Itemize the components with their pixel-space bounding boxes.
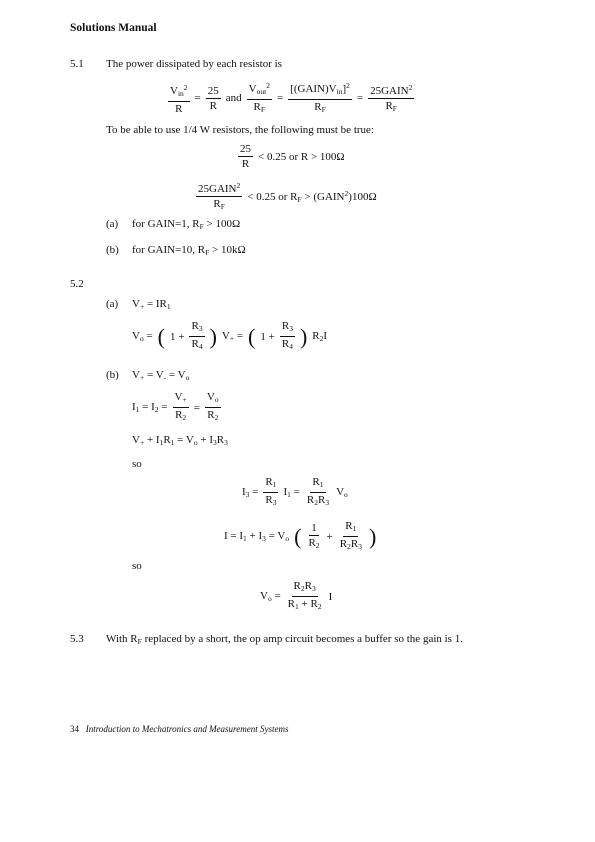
part-a-label-5-2: (a) [106,298,119,310]
page-header: Solutions Manual [70,22,157,34]
equation-vplus-vminus: $V_+ = V_- = V_o$ [132,369,190,382]
connector-so-2: so [132,560,142,572]
book-title: Introduction to Mechatronics and Measurement Systems [85,724,289,734]
problem-number-5-1: 5.1 [70,58,84,70]
equation-vo-gain: $V_o$ = ( 1 + $\frac{R_3}{R_4}$ ) $V_+$ = ( 1 + $\frac{R_3}{R_4}$ ) $R_2I$ [132,320,328,351]
part-b-label-5-1: (b) [106,244,119,256]
equation-i1-i2: $I_1 = I_2$ = $\frac{V_+}{R_2}$ = $\frac{V_o}{R_2}$ [132,391,219,422]
equation-condition-r: $\frac{25}{R}$ < 0.25 or R > 100Ω [240,143,345,170]
problem-5-1-condition-text: To be able to use 1/4 W resistors, the following must be true: [106,124,374,136]
equation-loop: $V_+ + I_1R_1 = V_o + I_3R_3$ [132,434,228,447]
problem-5-1-intro: The power dissipated by each resistor is [106,58,282,70]
equation-vplus-ir1: $V_+ = IR_1$ [132,298,171,311]
equation-vo-final: $V_o$ = $\frac{R_2R_3}{R_1 + R_2}$ I [260,580,333,611]
page-footer [70,723,288,735]
equation-condition-rf: $\frac{25GAIN^2}{R_F}$ < 0.25 or $R_F$ > $(GAIN^2)100\Omega$ [198,181,377,211]
problem-number-5-2: 5.2 [70,278,84,290]
page-number: 34 [70,724,79,734]
part-a-text-5-1: for GAIN=1, $R_F > 100\Omega$ [132,218,241,231]
equation-i3: $I_3$ = $\frac{R_1}{R_3}$ $I_1$ = $\frac{R_1}{R_2R_3}$ $V_o$ [242,476,348,507]
part-b-label-5-2: (b) [106,369,119,381]
problem-5-3-text: With $R_F$ replaced by a short, the op amp circuit becomes a buffer so the gain is 1. [106,633,463,646]
problem-number-5-3: 5.3 [70,633,84,645]
equation-i-total: $I = I_1 + I_3 = V_o$ ( $\frac{1}{R_2}$ + $\frac{R_1}{R_2R_3}$ ) [224,520,377,551]
part-a-label-5-1: (a) [106,218,119,230]
part-b-text-5-1: for GAIN=10, $R_F > 10k\Omega$ [132,244,246,257]
equation-power: $\frac{V_{in}^2}{R}$ = $\frac{25}{R}$ and $\frac{V_{out}^2}{R_F}$ = $\frac{[(GAIN)V_{in}]^2}{R_F}$ = $\frac{25GAIN^2}{R_F}$ [170,81,413,115]
connector-so-1: so [132,458,142,470]
